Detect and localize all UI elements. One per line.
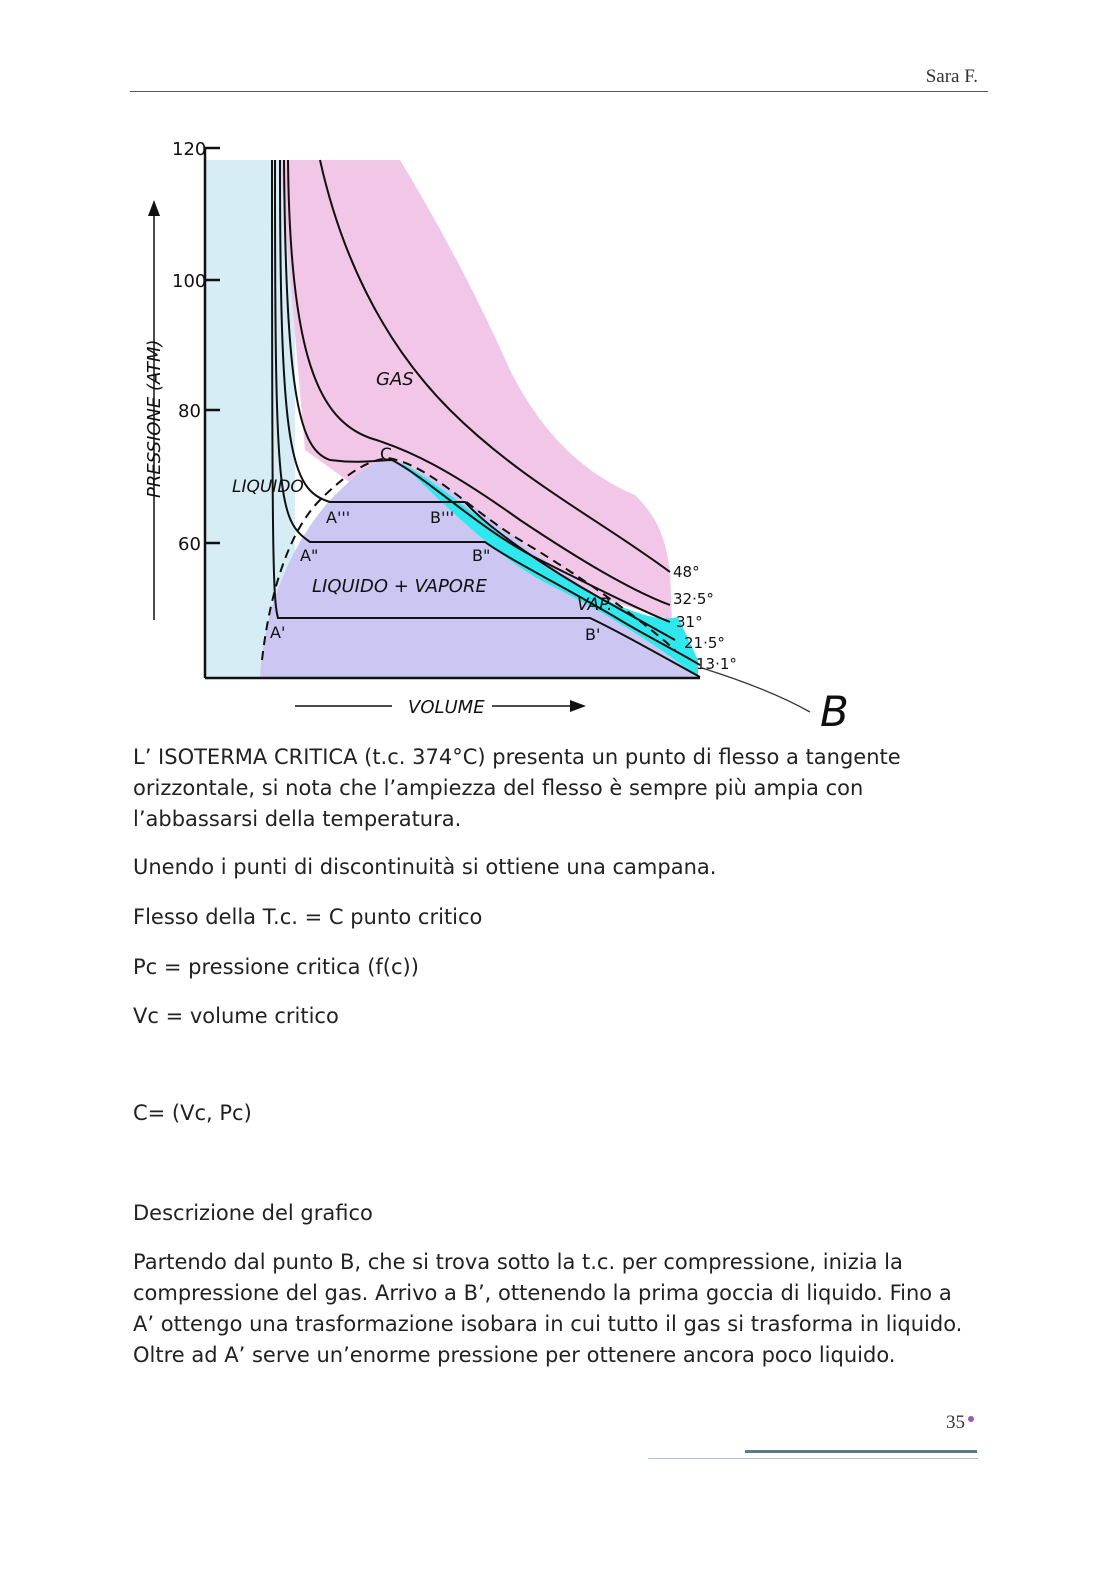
x-axis-label: VOLUME (408, 697, 485, 718)
header-rule (130, 91, 988, 92)
point-label-c: C (380, 445, 392, 465)
annotation-b: B (820, 687, 849, 736)
point-label-b2: B" (472, 546, 491, 565)
paragraph-graph-heading: Descrizione del grafico (133, 1201, 373, 1225)
paragraph-c-formula: C= (Vc, Pc) (133, 1101, 252, 1125)
isotherm-label-32-5: 32·5° (673, 590, 714, 608)
pv-diagram-figure (130, 120, 890, 740)
point-label-b3: B''' (430, 508, 455, 527)
paragraph-critical-isotherm: L’ ISOTERMA CRITICA (t.c. 374°C) presenta un punto di flesso a tangente orizzontale, si nota che l’ampiezza del flesso è sempre più ampia con l’abbassarsi della temperatura. (133, 745, 901, 831)
y-tick-label-120: 120 (172, 139, 207, 160)
x-label-arrowhead (570, 700, 586, 712)
y-tick-label-80: 80 (178, 401, 201, 422)
y-label-arrowhead (148, 200, 160, 216)
y-tick-label-100: 100 (172, 271, 207, 292)
paragraph-critical-volume: Vc = volume critico (133, 1004, 339, 1028)
annotation-pointer (702, 668, 810, 712)
y-tick-label-60: 60 (178, 534, 201, 555)
header-author: Sara F. (925, 66, 978, 87)
isotherm-label-31: 31° (676, 613, 703, 631)
page-number: 35 (946, 1412, 965, 1433)
region-label-vapor: VAP. (577, 595, 613, 615)
footer-rule-thin (648, 1458, 978, 1459)
region-label-liquid: LIQUIDO (232, 477, 304, 497)
pv-diagram-svg (130, 120, 890, 740)
y-axis-label: PRESSIONE (ATM) (144, 339, 165, 498)
page-number-dot (968, 1416, 974, 1422)
paragraph-bell-curve: Unendo i punti di discontinuità si ottiene una campana. (133, 855, 717, 879)
footer-rule-thick (745, 1450, 977, 1453)
point-label-a3: A''' (326, 508, 351, 527)
region-label-mix: LIQUIDO + VAPORE (312, 576, 487, 597)
paragraph-critical-point: Flesso della T.c. = C punto critico (133, 905, 483, 929)
isotherm-label-48: 48° (673, 563, 700, 581)
paragraph-critical-pressure: Pc = pressione critica (f(c)) (133, 955, 419, 979)
point-label-a2: A" (300, 546, 319, 565)
paragraph-graph-description: Partendo dal punto B, che si trova sotto la t.c. per compressione, inizia la compressione del gas. Arrivo a B’, ottenendo la prima goccia di liquido. Fino a A’ ottengo una trasformazione isobara in cui tutto il gas si trasforma in liquido. Oltre ad A’ serve un’enorme pressione per ottenere ancora poco liquido. (133, 1250, 963, 1367)
point-label-b1: B' (585, 625, 601, 644)
region-label-gas: GAS (376, 369, 414, 390)
isotherm-label-13-1: 13·1° (696, 655, 737, 673)
isotherm-label-21-5: 21·5° (684, 634, 725, 652)
point-label-a1: A' (270, 623, 286, 642)
